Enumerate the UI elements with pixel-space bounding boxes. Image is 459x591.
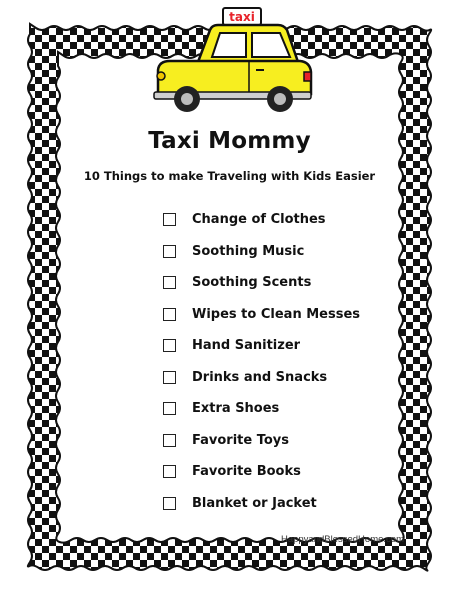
checklist-item [163,330,393,362]
checklist-item-label: Soothing Scents [192,275,312,291]
checklist-item [163,456,393,488]
checklist-item [163,425,393,457]
checkbox[interactable] [163,402,176,415]
taxi-cab-icon [150,6,315,116]
checklist-item-label: Extra Shoes [192,401,280,417]
checklist-item-label: Soothing Music [192,243,305,259]
footer-credit: HappyandBlessedHome.com [280,534,404,545]
checkbox[interactable] [163,371,176,384]
checklist-item-label: Drinks and Snacks [192,369,328,385]
checklist-item-label: Favorite Toys [192,432,290,448]
checklist-item [163,267,393,299]
checkbox[interactable] [163,213,176,226]
taxi-sign-text: taxi [229,10,255,24]
checklist-item-label: Favorite Books [192,464,301,480]
checkbox[interactable] [163,276,176,289]
page-subtitle: 10 Things to make Traveling with Kids Easier [83,169,376,183]
checklist-item [163,299,393,331]
checklist-item-label: Change of Clothes [192,212,326,228]
checklist [163,204,393,519]
checklist-item [163,362,393,394]
page-title: Taxi Mommy [148,128,311,154]
checklist-item-label: Hand Sanitizer [192,338,301,354]
checkbox[interactable] [163,465,176,478]
checklist-item [163,204,393,236]
checklist-item [163,236,393,268]
checklist-item-label: Wipes to Clean Messes [192,306,361,322]
checkbox[interactable] [163,339,176,352]
checkbox[interactable] [163,434,176,447]
checklist-item [163,393,393,425]
checklist-item-label: Blanket or Jacket [192,495,317,511]
checkbox[interactable] [163,245,176,258]
checklist-item [163,488,393,520]
checkbox[interactable] [163,308,176,321]
checkbox[interactable] [163,497,176,510]
